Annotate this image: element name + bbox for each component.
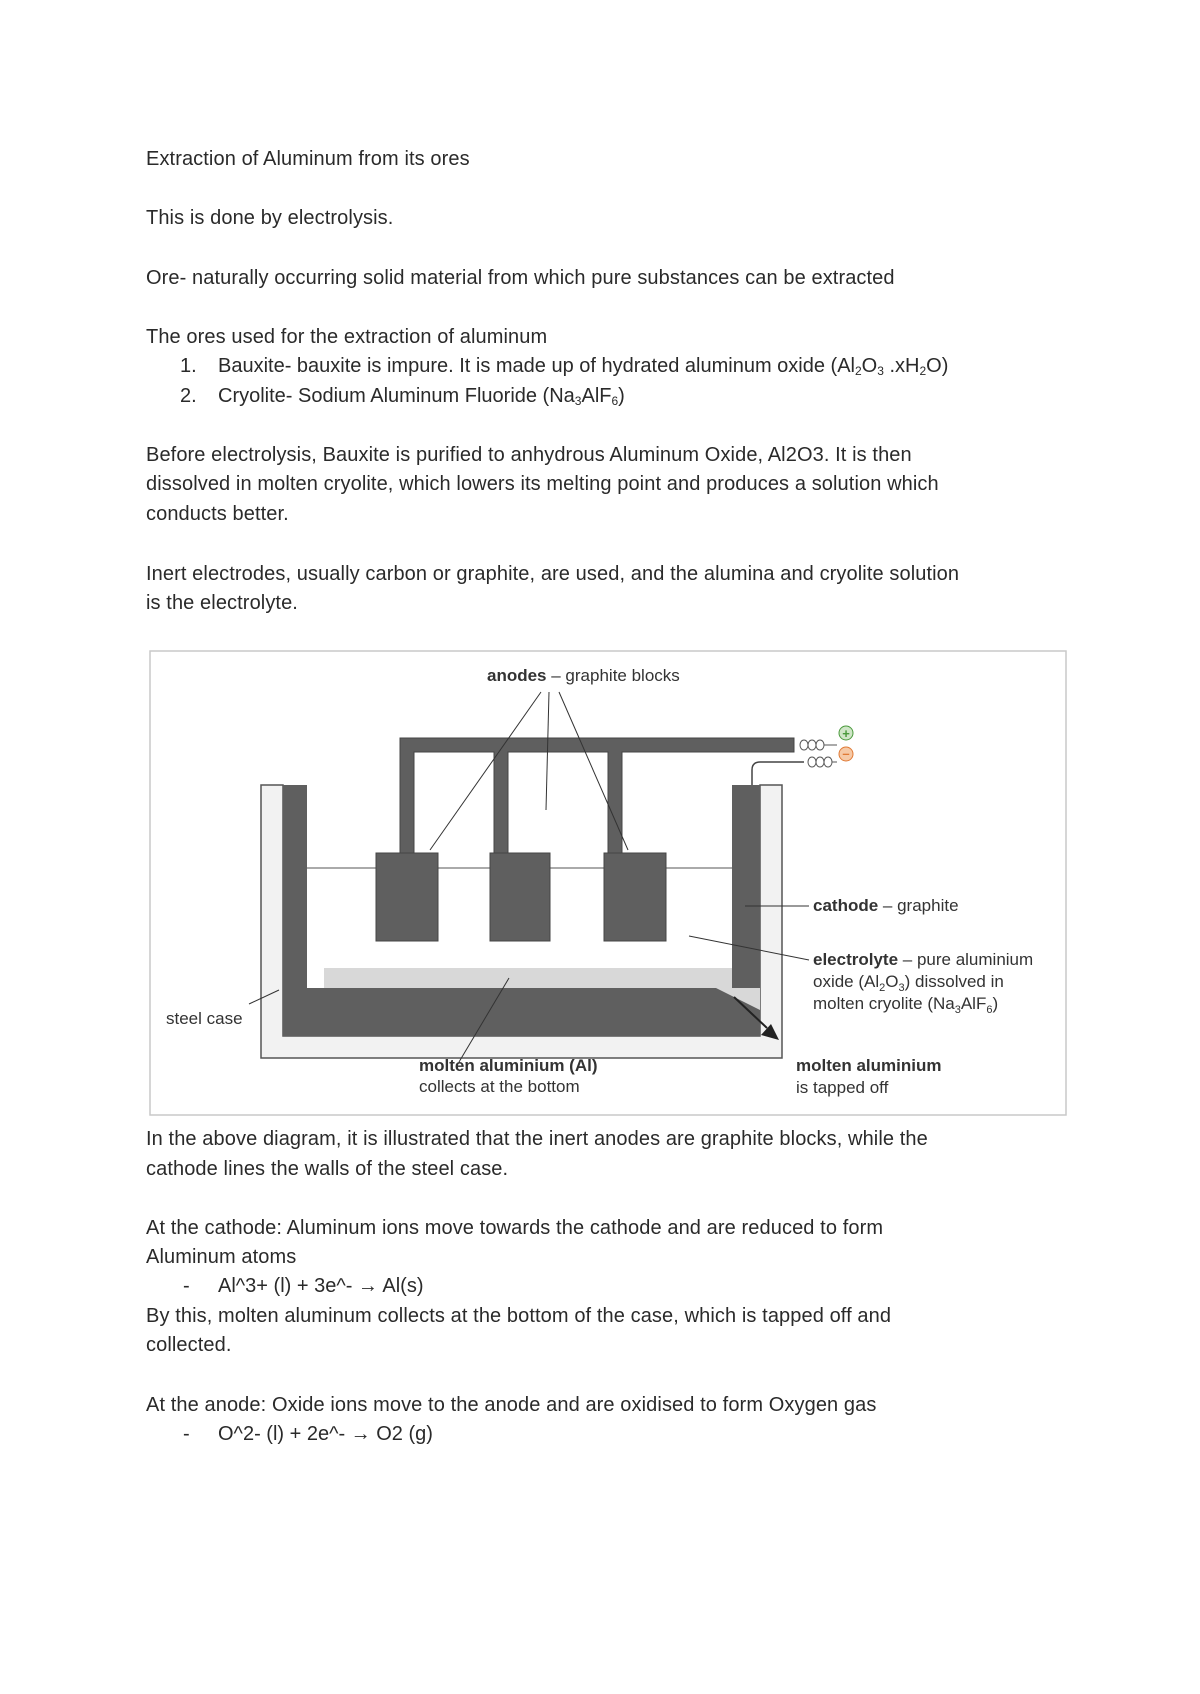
purification-line-1: Before electrolysis, Bauxite is purified to anhydrous Aluminum Oxide, Al2O3. It is then (146, 444, 912, 466)
steel-case-label: steel case (166, 1009, 243, 1028)
plus-sign: + (842, 726, 850, 741)
anode-equation: O^2- (l) + 2e^- → O2 (g) (218, 1423, 433, 1445)
electrodes-line-2: is the electrolyte. (146, 592, 298, 614)
anode-text: At the anode: Oxide ions move to the anode and are oxidised to form Oxygen gas (146, 1394, 877, 1416)
cathode-label: cathode – graphite (813, 896, 959, 915)
list-item-bauxite: Bauxite- bauxite is impure. It is made up of hydrated aluminum oxide (Al2O3 .xH2O) (218, 355, 949, 378)
electrolyte-label-line2: oxide $(Al_2O_3)$ dissolved in (813, 972, 1004, 994)
cathode-text-line-2: Aluminum atoms (146, 1246, 297, 1268)
electrolyte-label-line3: molten cryolite $(Na_3AlF_6)$ (813, 994, 999, 1016)
tapped-sublabel: is tapped off (796, 1078, 889, 1097)
purification-line-2: dissolved in molten cryolite, which lowers its melting point and produces a solution which (146, 473, 939, 495)
purification-line-3: conducts better. (146, 503, 289, 525)
cathode-result-line-1: By this, molten aluminum collects at the bottom of the case, which is tapped off and (146, 1305, 892, 1327)
bullet-dash: - (183, 1423, 190, 1445)
minus-sign: – (842, 746, 850, 761)
cathode-result-line-2: collected. (146, 1334, 232, 1356)
document-title: Extraction of Aluminum from its ores (146, 148, 470, 170)
anode-block-middle (490, 853, 550, 941)
caption-line-1: In the above diagram, it is illustrated that the inert anodes are graphite blocks, while the (146, 1128, 928, 1150)
tapped-label: molten aluminium (796, 1056, 942, 1075)
electrolyte-label: electrolyte – pure aluminium (813, 950, 1034, 969)
ore-definition: Ore- naturally occurring solid material from which pure substances can be extracted (146, 267, 895, 289)
list-item-cryolite: Cryolite- Sodium Aluminum Fluoride (Na3AlF6) (218, 385, 625, 408)
electrodes-line-1: Inert electrodes, usually carbon or graphite, are used, and the alumina and cryolite solution (146, 563, 960, 585)
intro-text: This is done by electrolysis. (146, 207, 394, 229)
cathode-text-line-1: At the cathode: Aluminum ions move towards the cathode and are reduced to form (146, 1217, 884, 1239)
cathode-equation: Al^3+ (l) + 3e^- → Al(s) (218, 1275, 424, 1297)
anode-block-right (604, 853, 666, 941)
caption-line-2: cathode lines the walls of the steel case. (146, 1158, 509, 1180)
bullet-dash: - (183, 1275, 190, 1297)
molten-aluminium-label: molten aluminium (Al) (419, 1056, 598, 1075)
electrolysis-diagram (149, 650, 1067, 1116)
list-number: 2. (180, 385, 197, 407)
anode-block-left (376, 853, 438, 941)
list-number: 1. (180, 355, 197, 377)
ores-heading: The ores used for the extraction of aluminum (146, 326, 548, 348)
anodes-label: anodes – graphite blocks (487, 666, 680, 685)
molten-aluminium-sublabel: collects at the bottom (419, 1077, 580, 1096)
molten-aluminium-layer (324, 968, 732, 988)
